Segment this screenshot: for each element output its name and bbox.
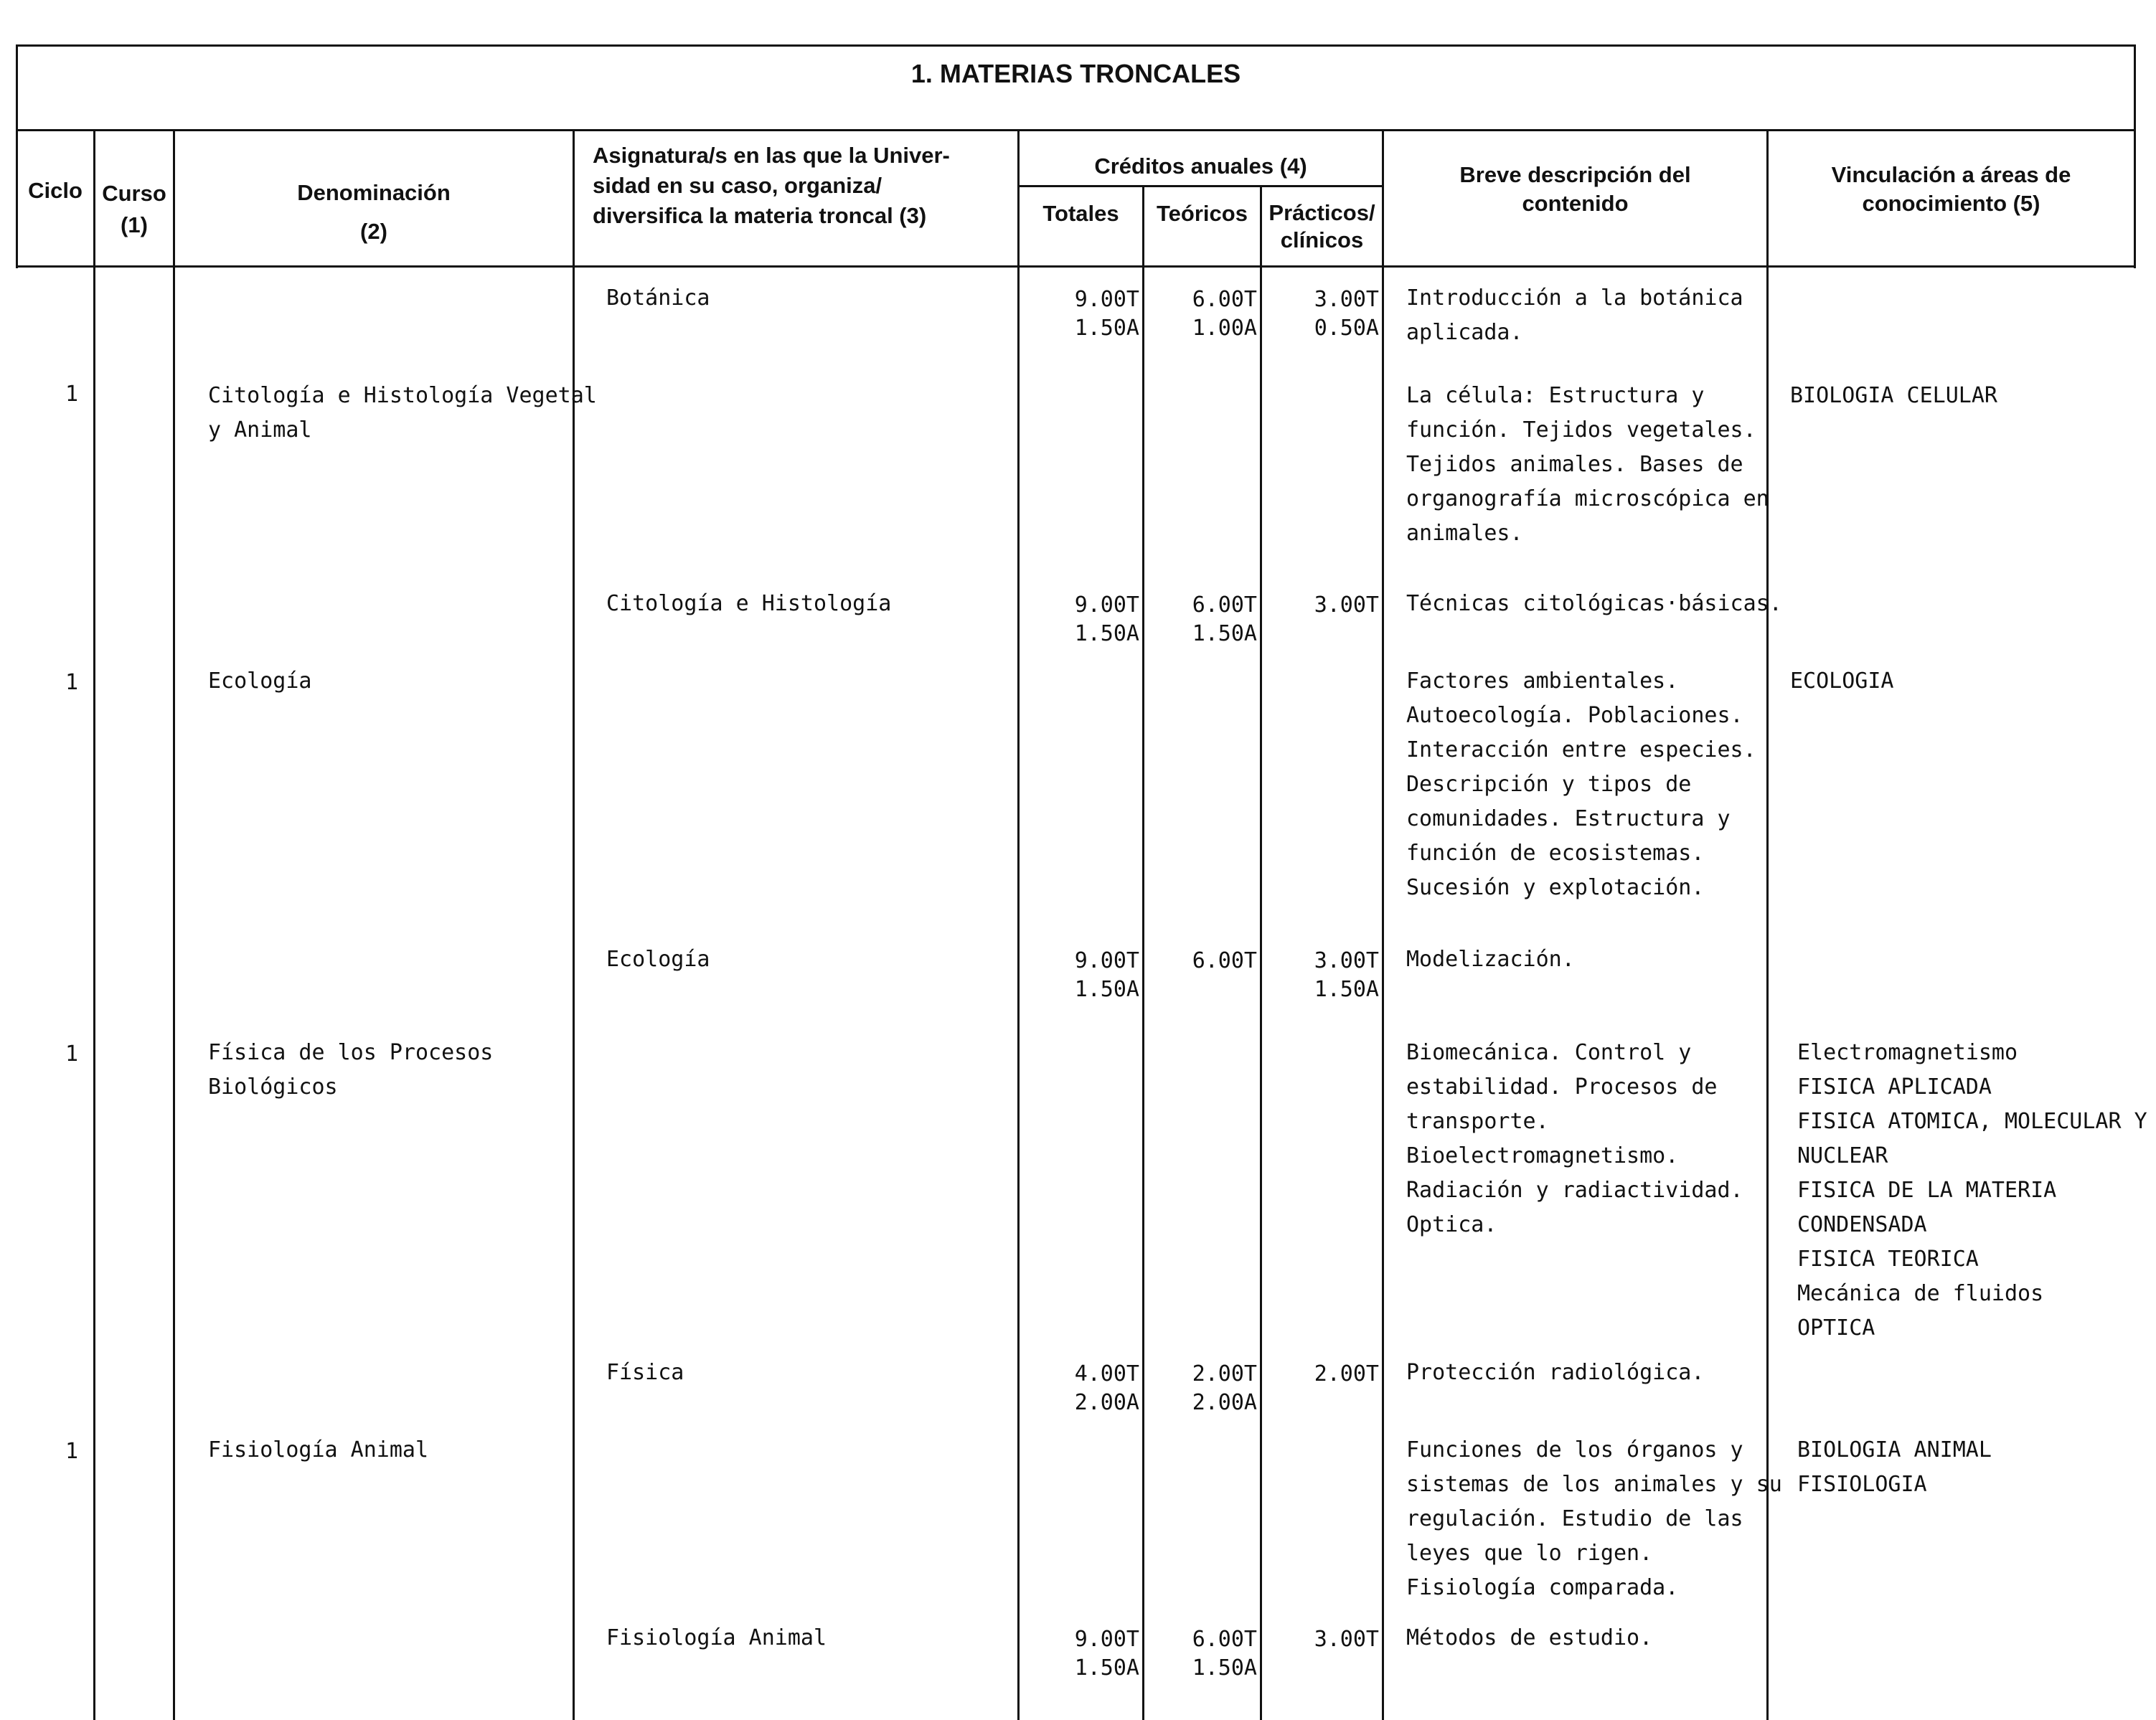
vinculacion-cell: Electromagnetismo FISICA APLICADA FISICA ATOMICA, MOLECULAR Y NUCLEAR FISICA DE LA MATERIA CONDENSADA FISICA TEORICA Mecánica de fluidos OPTICA xyxy=(1797,1040,2147,1341)
asignatura-cell: Citología e Histología xyxy=(606,591,892,616)
practicos-cell: 3.00T 0.50A xyxy=(1314,287,1379,341)
header-totales: Totales xyxy=(1042,201,1119,226)
ciclo-cell: 1 xyxy=(65,1041,79,1067)
totales-cell: 9.00T 1.50A xyxy=(1074,592,1139,646)
descripcion-cell: Factores ambientales. Autoecología. Poblaciones. Interacción entre especies. Descripción y tipos de comunidades. Estructura y función de ecosistemas. Sucesión y explotación. xyxy=(1406,668,1756,900)
totales-cell: 9.00T 1.50A xyxy=(1074,287,1139,341)
teoricos-cell: 6.00T 1.50A xyxy=(1192,592,1257,646)
header-vinculacion: Vinculación a áreas de conocimiento (5) xyxy=(1831,162,2071,216)
descripcion-cell: Técnicas citológicas·básicas. xyxy=(1406,591,1782,616)
teoricos-cell: 2.00T 2.00A xyxy=(1192,1361,1257,1415)
ciclo-cell: 1 xyxy=(65,382,79,407)
teoricos-cell: 6.00T 1.00A xyxy=(1192,287,1257,341)
descripcion-cell: Protección radiológica. xyxy=(1406,1360,1705,1385)
descripcion-cell: Métodos de estudio. xyxy=(1406,1625,1653,1650)
teoricos-cell: 6.00T xyxy=(1192,948,1257,973)
asignatura-cell: Física xyxy=(606,1360,684,1385)
vinculacion-cell: BIOLOGIA ANIMAL FISIOLOGIA xyxy=(1797,1437,1992,1497)
vinculacion-cell: BIOLOGIA CELULAR xyxy=(1790,383,1997,408)
denominacion-cell: Fisiología Animal xyxy=(208,1437,429,1463)
denominacion-cell: Citología e Histología Vegetal y Animal xyxy=(208,383,597,443)
credits-subheader-border xyxy=(1017,185,1382,187)
col-divider-ciclo-curso xyxy=(93,129,95,1720)
descripcion-cell: La célula: Estructura y función. Tejidos vegetales. Tejidos animales. Bases de organografía microscópica en animales. xyxy=(1406,383,1769,546)
ciclo-cell: 1 xyxy=(65,670,79,695)
practicos-cell: 3.00T xyxy=(1314,1627,1379,1652)
header-denominacion: Denominación (2) xyxy=(297,180,451,244)
denominacion-cell: Ecología xyxy=(208,668,312,694)
title-row-border xyxy=(16,129,2136,131)
ciclo-cell: 1 xyxy=(65,1439,79,1464)
header-teoricos: Teóricos xyxy=(1157,201,1248,226)
col-divider-totales-teoricos xyxy=(1142,185,1144,1720)
asignatura-cell: Botánica xyxy=(606,285,710,311)
practicos-cell: 3.00T 1.50A xyxy=(1314,948,1379,1002)
col-divider-asignatura-totales xyxy=(1017,129,1020,1720)
descripcion-cell: Biomecánica. Control y estabilidad. Procesos de transporte. Bioelectromagnetismo. Radiación y radiactividad. Optica. xyxy=(1406,1040,1743,1237)
totales-cell: 9.00T 1.50A xyxy=(1074,948,1139,1002)
asignatura-cell: Ecología xyxy=(606,947,710,972)
denominacion-cell: Física de los Procesos Biológicos xyxy=(208,1040,494,1100)
header-ciclo: Ciclo xyxy=(28,178,83,203)
col-divider-teoricos-practicos xyxy=(1260,185,1262,1720)
vinculacion-cell: ECOLOGIA xyxy=(1790,668,1894,694)
practicos-cell: 3.00T xyxy=(1314,592,1379,618)
table-top-border xyxy=(16,44,2136,47)
header-asignatura: Asignatura/s en las que la Univer- sidad en su caso, organiza/ diversifica la materia troncal (3) xyxy=(593,143,950,228)
teoricos-cell: 6.00T 1.50A xyxy=(1192,1627,1257,1681)
header-curso: Curso (1) xyxy=(102,181,166,237)
practicos-cell: 2.00T xyxy=(1314,1361,1379,1386)
header-descripcion: Breve descripción del contenido xyxy=(1459,162,1691,216)
page-title: 1. MATERIAS TRONCALES xyxy=(910,59,1241,88)
col-divider-curso-denominacion xyxy=(173,129,175,1720)
descripcion-cell: Funciones de los órganos y sistemas de los animales y su regulación. Estudio de las leyes que lo rigen. Fisiología comparada. xyxy=(1406,1437,1782,1600)
header-practicos: Prácticos/ clínicos xyxy=(1268,200,1375,252)
header-bottom-border xyxy=(16,265,2136,268)
descripcion-cell: Modelización. xyxy=(1406,947,1575,972)
asignatura-cell: Fisiología Animal xyxy=(606,1625,827,1650)
totales-cell: 9.00T 1.50A xyxy=(1074,1627,1139,1681)
descripcion-cell: Introducción a la botánica aplicada. xyxy=(1406,285,1743,345)
totales-cell: 4.00T 2.00A xyxy=(1074,1361,1139,1415)
col-divider-denominacion-asignatura xyxy=(573,129,575,1720)
header-creditos-anuales: Créditos anuales (4) xyxy=(1094,153,1307,179)
col-divider-practicos-descripcion xyxy=(1382,129,1384,1720)
